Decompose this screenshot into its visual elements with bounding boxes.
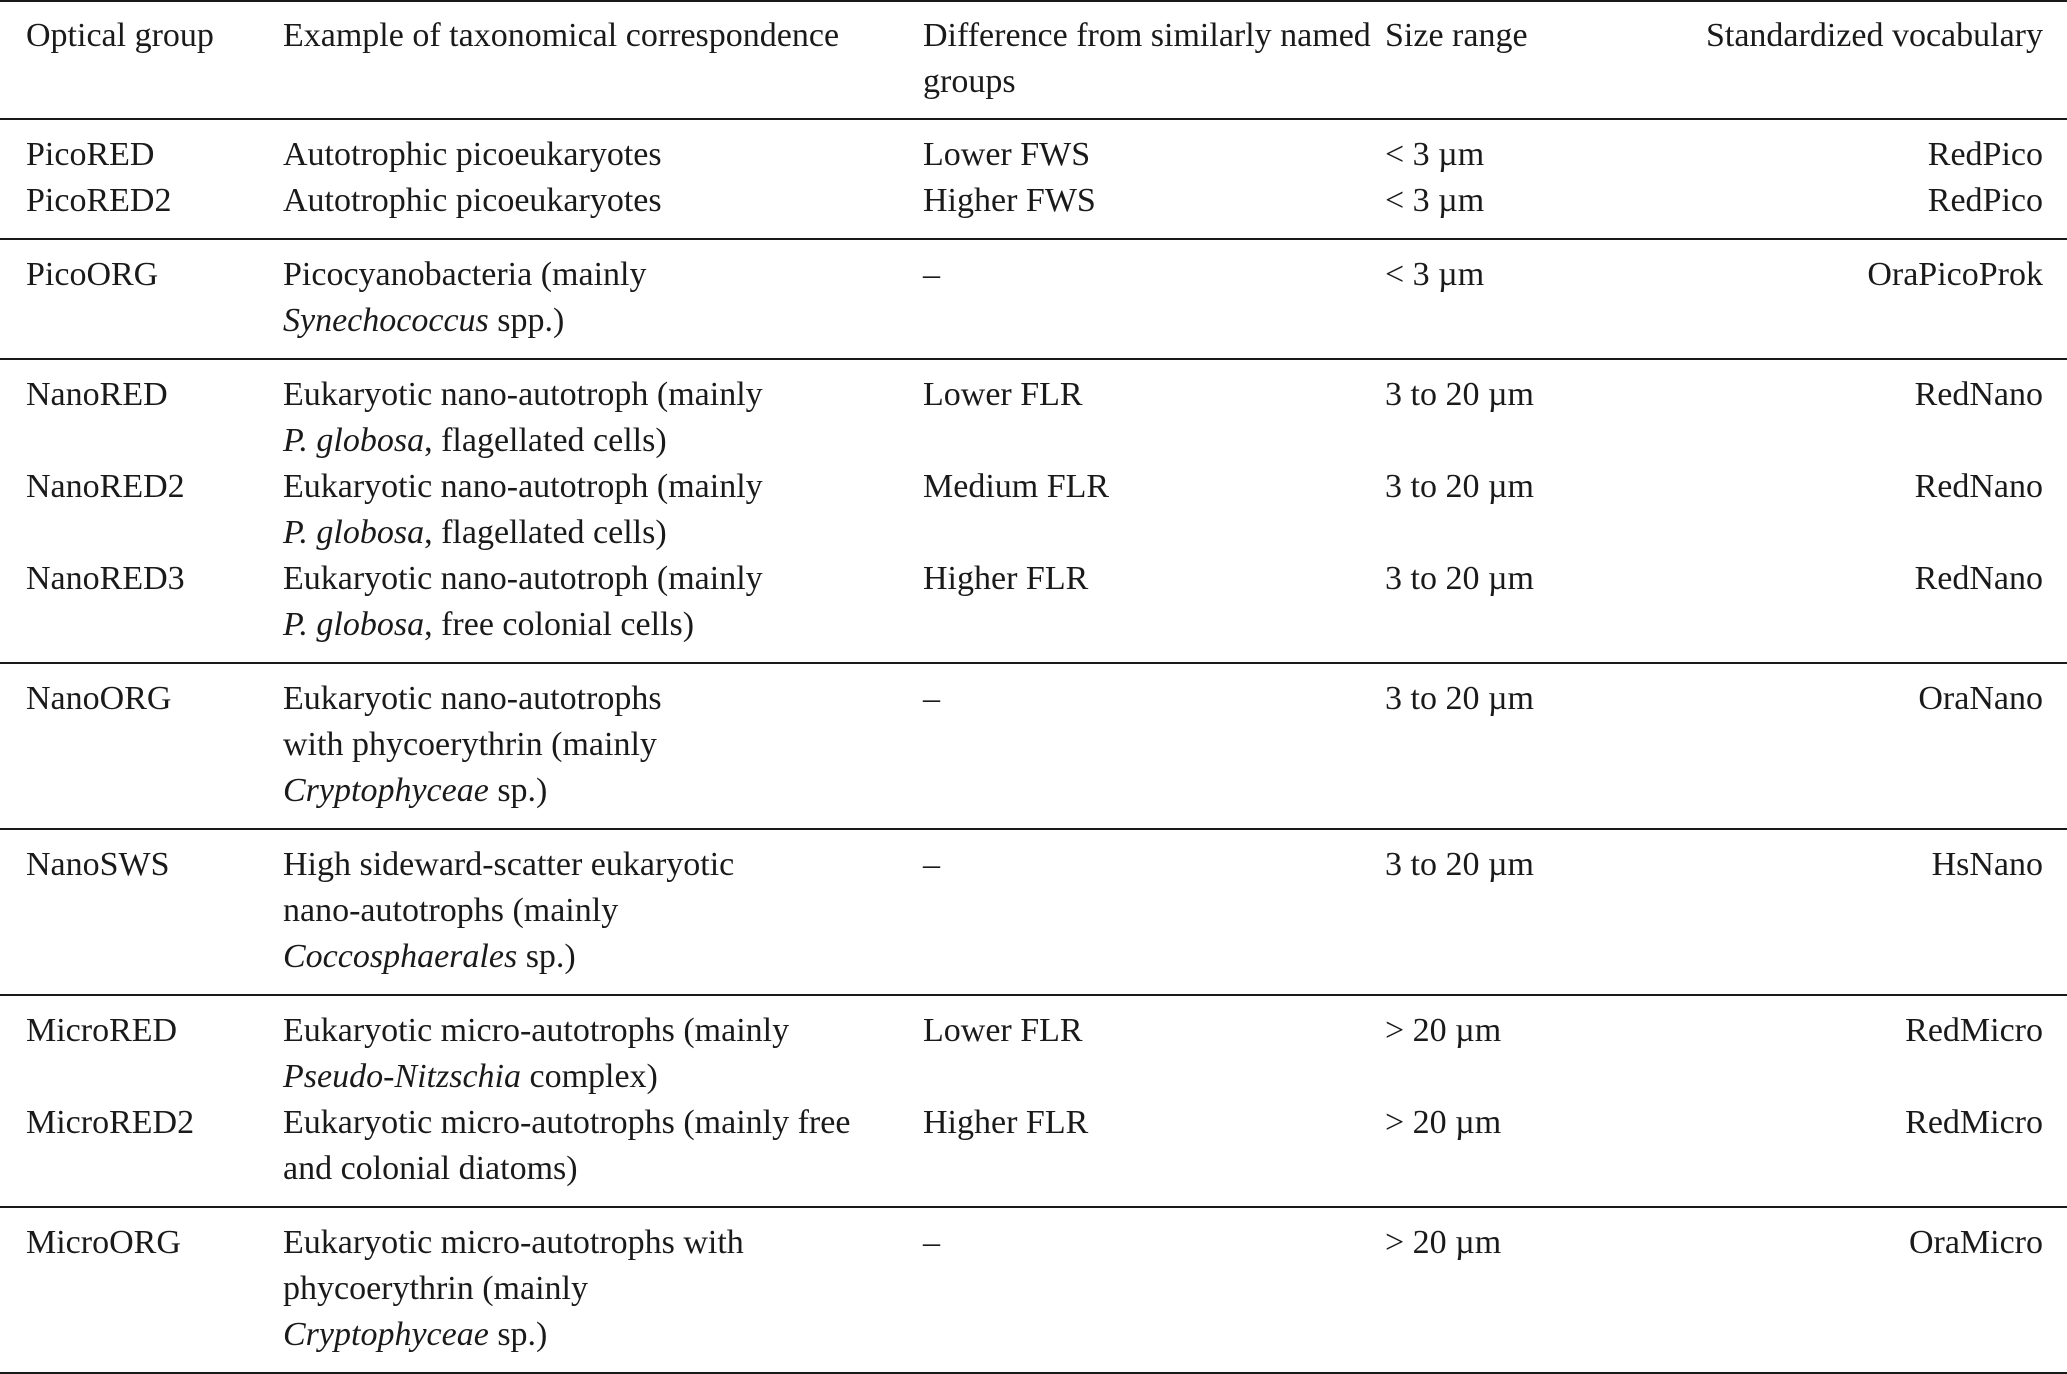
size-range-cell: < 3 µm bbox=[1385, 178, 1685, 239]
table-row bbox=[0, 464, 2067, 556]
vocabulary-cell: RedNano bbox=[1914, 468, 2043, 505]
example-text: Eukaryotic nano-autotroph (mainly bbox=[283, 468, 763, 505]
table-row bbox=[0, 1207, 2067, 1373]
group-nano-org bbox=[0, 663, 2067, 829]
header-optical-group: Optical group bbox=[0, 1, 283, 119]
difference-cell: – bbox=[923, 829, 1385, 995]
header-size-range: Size range bbox=[1385, 1, 1685, 119]
group-pico-org bbox=[0, 239, 2067, 359]
optical-group-cell: PicoRED bbox=[26, 136, 155, 173]
vocabulary-cell: OraPicoProk bbox=[1685, 239, 2067, 359]
taxon-name: P. globosa bbox=[283, 422, 425, 459]
difference-cell: – bbox=[923, 1207, 1385, 1373]
vocabulary-cell: OraMicro bbox=[1685, 1207, 2067, 1373]
vocabulary-cell: RedMicro bbox=[1905, 1012, 2043, 1049]
optical-group-cell: MicroRED2 bbox=[0, 1100, 283, 1207]
difference-cell: Higher FLR bbox=[923, 1100, 1385, 1207]
taxon-name: P. globosa bbox=[283, 606, 425, 643]
taxon-name: Cryptophyceae bbox=[283, 1316, 489, 1353]
group-nano-sws bbox=[0, 829, 2067, 995]
vocabulary-cell: OraNano bbox=[1685, 663, 2067, 829]
example-cell bbox=[283, 359, 923, 464]
size-range-cell: 3 to 20 µm bbox=[1385, 468, 1534, 505]
table-row bbox=[0, 1100, 2067, 1207]
difference-cell: Lower FWS bbox=[923, 136, 1091, 173]
vocabulary-cell: HsNano bbox=[1685, 829, 2067, 995]
difference-cell: Higher FLR bbox=[923, 556, 1385, 663]
example-text: Eukaryotic micro-autotrophs with phycoerythrin (mainly bbox=[283, 1224, 744, 1307]
size-range-cell: > 20 µm bbox=[1385, 1100, 1685, 1207]
size-range-cell: 3 to 20 µm bbox=[1385, 376, 1534, 413]
example-text: Eukaryotic nano-autotroph (mainly bbox=[283, 376, 763, 413]
difference-cell: – bbox=[923, 239, 1385, 359]
example-cell: Eukaryotic micro-autotrophs (mainly free and colonial diatoms) bbox=[283, 1100, 923, 1207]
difference-cell: Medium FLR bbox=[923, 468, 1110, 505]
example-cell bbox=[283, 1207, 923, 1373]
example-text: High sideward-scatter eukaryotic nano-autotrophs (mainly bbox=[283, 846, 735, 929]
group-micro-org bbox=[0, 1207, 2067, 1373]
example-text: , flagellated cells) bbox=[424, 422, 667, 459]
example-text: sp.) bbox=[488, 1316, 548, 1353]
example-text: sp.) bbox=[488, 772, 548, 809]
example-text: sp.) bbox=[517, 938, 576, 975]
taxon-name: Synechococcus bbox=[283, 302, 489, 339]
example-text: complex) bbox=[520, 1058, 658, 1095]
taxon-name: Pseudo-Nitzschia bbox=[283, 1058, 521, 1095]
example-text: Eukaryotic micro-autotrophs (mainly bbox=[283, 1012, 790, 1049]
size-range-cell: 3 to 20 µm bbox=[1385, 556, 1685, 663]
table-row bbox=[0, 556, 2067, 663]
vocabulary-cell: RedPico bbox=[1927, 136, 2043, 173]
group-pico-red bbox=[0, 119, 2067, 239]
taxon-name: Coccosphaerales bbox=[283, 938, 518, 975]
vocabulary-cell: RedNano bbox=[1685, 556, 2067, 663]
size-range-cell: 3 to 20 µm bbox=[1385, 663, 1685, 829]
example-cell bbox=[283, 556, 923, 663]
table-row bbox=[0, 829, 2067, 995]
example-text: spp.) bbox=[488, 302, 565, 339]
example-cell: Autotrophic picoeukaryotes bbox=[283, 136, 662, 173]
size-range-cell: < 3 µm bbox=[1385, 239, 1685, 359]
size-range-cell: > 20 µm bbox=[1385, 1012, 1502, 1049]
optical-group-cell: MicroORG bbox=[0, 1207, 283, 1373]
table-row bbox=[0, 995, 2067, 1100]
example-text: Picocyanobacteria (mainly bbox=[283, 256, 647, 293]
difference-cell: Lower FLR bbox=[923, 1012, 1083, 1049]
example-cell bbox=[283, 464, 923, 556]
group-micro-red bbox=[0, 995, 2067, 1207]
group-nano-red bbox=[0, 359, 2067, 663]
optical-group-cell: NanoRED3 bbox=[0, 556, 283, 663]
optical-group-cell: NanoRED bbox=[26, 376, 168, 413]
header-difference: Difference from similarly named groups bbox=[923, 1, 1385, 119]
example-cell bbox=[283, 995, 923, 1100]
example-cell: Autotrophic picoeukaryotes bbox=[283, 178, 923, 239]
size-range-cell: 3 to 20 µm bbox=[1385, 829, 1685, 995]
optical-group-cell: NanoORG bbox=[0, 663, 283, 829]
table-row bbox=[0, 119, 2067, 178]
table-row bbox=[0, 359, 2067, 464]
optical-group-cell: NanoSWS bbox=[0, 829, 283, 995]
example-cell bbox=[283, 829, 923, 995]
taxon-name: Cryptophyceae bbox=[283, 772, 489, 809]
table-row bbox=[0, 663, 2067, 829]
header-example: Example of taxonomical correspondence bbox=[283, 1, 923, 119]
table-row bbox=[0, 178, 2067, 239]
optical-group-cell: PicoORG bbox=[0, 239, 283, 359]
example-text: , free colonial cells) bbox=[424, 606, 695, 643]
header-row bbox=[0, 1, 2067, 119]
difference-cell: Lower FLR bbox=[923, 376, 1083, 413]
size-range-cell: < 3 µm bbox=[1385, 136, 1485, 173]
vocabulary-cell: RedPico bbox=[1685, 178, 2067, 239]
optical-group-cell: NanoRED2 bbox=[26, 468, 185, 505]
optical-group-cell: PicoRED2 bbox=[0, 178, 283, 239]
example-text: Eukaryotic nano-autotrophs with phycoerythrin (mainly bbox=[283, 680, 662, 763]
table-row bbox=[0, 239, 2067, 359]
size-range-cell: > 20 µm bbox=[1385, 1207, 1685, 1373]
vocabulary-cell: RedMicro bbox=[1685, 1100, 2067, 1207]
header-vocabulary: Standardized vocabulary bbox=[1685, 1, 2067, 119]
example-cell bbox=[283, 239, 923, 359]
example-cell bbox=[283, 663, 923, 829]
vocabulary-cell: RedNano bbox=[1914, 376, 2043, 413]
taxon-name: P. globosa bbox=[283, 514, 425, 551]
difference-cell: Higher FWS bbox=[923, 178, 1385, 239]
optical-group-cell: MicroRED bbox=[26, 1012, 178, 1049]
difference-cell: – bbox=[923, 663, 1385, 829]
example-text: Eukaryotic nano-autotroph (mainly bbox=[283, 560, 763, 597]
example-text: , flagellated cells) bbox=[424, 514, 667, 551]
